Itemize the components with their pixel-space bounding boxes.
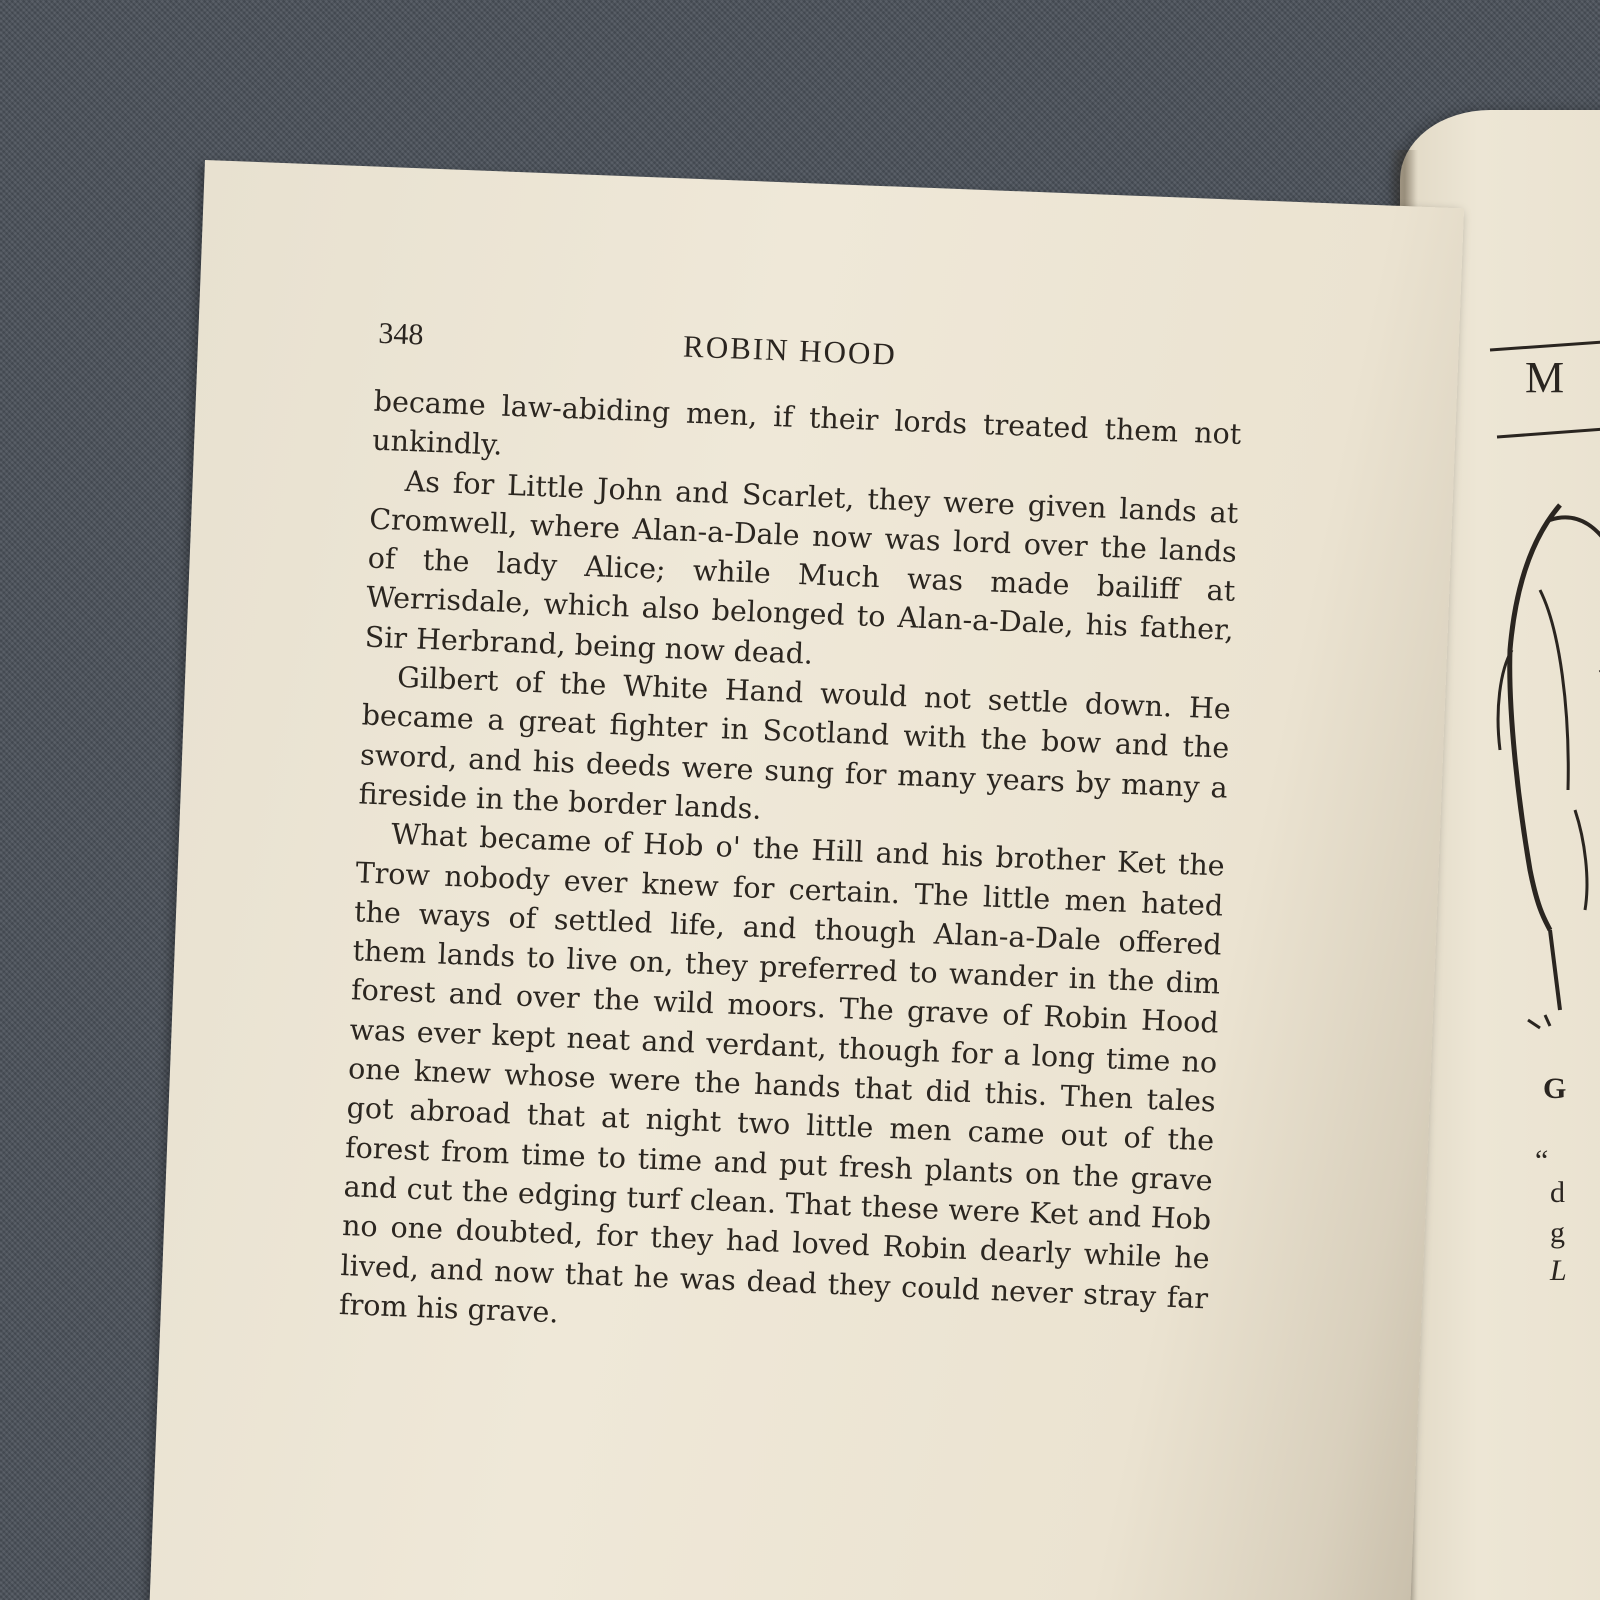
paragraph: As for Little John and Scarlet, they were given lands at Cromwell, where Alan-a-Dale now was lord over the lands of the lady Alice; while Much was made bailiff at Werrisdale, which also belonged to Alan-a-Dale, his father, Sir Herbrand, being now dead. xyxy=(364,464,1239,671)
paragraph: became law-abiding men, if their lords treated them not unkindly. xyxy=(371,384,1242,462)
facing-text-fragment-3: g xyxy=(1550,1216,1565,1249)
book-page xyxy=(147,160,1464,1600)
page-body-text xyxy=(338,382,1242,1358)
facing-text-fragment-4: L xyxy=(1550,1254,1567,1287)
paragraph: Gilbert of the White Hand would not settle down. He became a great fighter in Scotland with the bow and the sword, and his deeds were sung for many years by many a fireside in the border lands. xyxy=(358,660,1232,826)
facing-text-fragment-1: “ xyxy=(1535,1144,1549,1177)
paragraph: What became of Hob o' the Hill and his brother Ket the Trow nobody ever knew for certain. The little men hated the ways of settled life, and though Alan-a-Dale offered them lands to live on, they preferred to wander in the dim forest and over the wild moors. The grave of Robin Hood was ever kept neat and verdant, though for a long time no one knew whose were the hands that did this. Then tales got abroad that at night two little men came out of the forest from time to time and put fresh plants on the grave and cut the edging turf clean. That these were Ket and Hob no one doubted, for they had loved Robin dearly while he lived, and now that he was dead they could never stray far from his grave. xyxy=(338,817,1226,1330)
running-title: ROBIN HOOD xyxy=(682,328,898,372)
page-number: 348 xyxy=(377,316,425,352)
facing-heading-fragment: M xyxy=(1525,353,1565,402)
facing-caption-fragment: G xyxy=(1543,1072,1567,1105)
facing-text-fragment-2: d xyxy=(1550,1176,1565,1209)
